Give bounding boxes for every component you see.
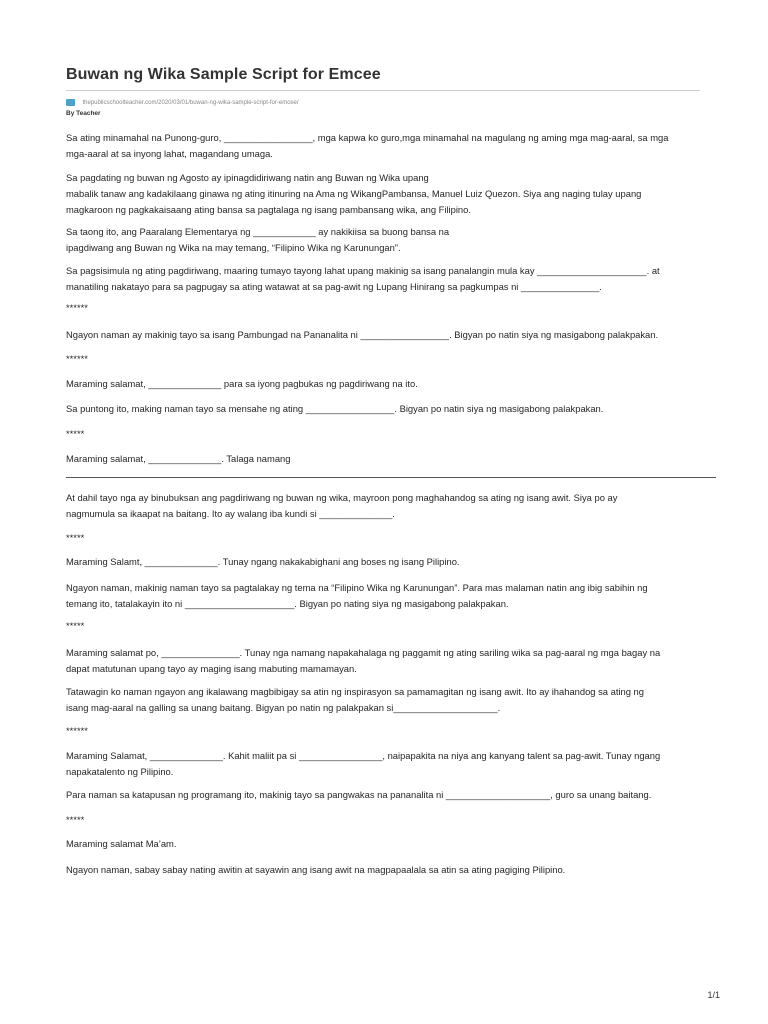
paragraph-line: Sa taong ito, ang Paaralang Elementarya ng ____________ ay nakikiisa sa buong bansa na [66,226,450,237]
paragraph-line: Maraming salamat Ma’am. [66,838,177,849]
paragraph-line: Para naman sa katapusan ng programang ito, makinig tayo sa pangwakas na pananalita ni ____________________, guro sa unang baitang. [66,789,652,800]
script-paragraph [66,451,706,467]
paragraph-line: Maraming salamat po, _______________. Tunay nga namang napakahalaga ng paggamit ng ating sariling wika sa pag-aaral ng mga bagay na [66,647,661,658]
script-paragraph [66,263,706,295]
paragraph-line: ****** [66,353,88,364]
paragraph-line: napakatalento ng Pilipino. [66,766,174,777]
paragraph-line: ipagdiwang ang Buwan ng Wika na may temang, “Filipino Wika ng Karunungan”. [66,242,401,253]
script-paragraph [66,787,706,803]
script-paragraph [66,748,706,780]
byline: By Teacher [66,110,101,117]
paragraph-line: Ngayon naman, sabay sabay nating awitin at sayawin ang isang awit na magpapaalala sa atin sa ating pagiging Pilipino. [66,864,566,875]
paragraph-line: Ngayon naman, makinig naman tayo sa pagtalakay ng tema na “Filipino Wika ng Karunungan”. Para mas malaman natin ang ibig sabihin ng [66,582,648,593]
separator-stars [66,300,706,316]
separator-stars [66,530,706,546]
paragraph-line: nagmumula sa ikaapat na baitang. Ito ay walang iba kundi si ______________. [66,508,395,519]
paragraph-line: Sa pagsisimula ng ating pagdiriwang, maaring tumayo tayong lahat upang makinig sa isang panalangin mula kay _____________________. at [66,265,660,276]
paragraph-line: Maraming Salamat, ______________. Kahit maliit pa si ________________, naipapakita na niya ang kanyang talent sa pag-awit. Tunay ngang [66,750,661,761]
source-url[interactable]: thepublicschoolteacher.com/2020/03/01/buwan-ng-wika-sample-script-for-emcee/ [82,99,299,106]
paragraph-line: Sa puntong ito, making naman tayo sa mensahe ng ating _________________. Bigyan po natin siya ng masigabong palakpakan. [66,403,604,414]
site-favicon-icon [66,99,75,106]
paragraph-line: Maraming salamat, ______________. Talaga namang [66,453,291,464]
paragraph-line: ****** [66,725,88,736]
script-paragraph [66,490,706,522]
paragraph-line: Ngayon naman ay makinig tayo sa isang Pambungad na Pananalita ni _________________. Bigyan po natin siya ng masigabong palakpakan. [66,329,659,340]
script-paragraph [66,224,706,256]
separator-stars [66,723,706,739]
paragraph-line: magkaroon ng pagkakaisaang ating bansa sa pagtalaga ng isang pambansang wika, ang Filipino. [66,204,471,215]
paragraph-line: mabalik tanaw ang kadakilaang ginawa ng ating itinuring na Ama ng WikangPambansa, Manuel Luiz Quezon. Siya ang naging tulay upang [66,188,642,199]
separator-stars [66,812,706,828]
paragraph-line: Maraming Salamt, ______________. Tunay ngang nakakabighani ang boses ng isang Pilipino. [66,556,460,567]
paragraph-line: dapat matutunan upang tayo ay maging isang mabuting mamamayan. [66,663,357,674]
source-url-row [66,94,299,104]
script-paragraph [66,327,706,343]
script-paragraph [66,684,706,716]
paragraph-line: Tatawagin ko naman ngayon ang ikalawang magbibigay sa atin ng inspirasyon sa pamamagitan ng isang awit. Ito ay ihahandog sa ating ng [66,686,644,697]
paragraph-line: ***** [66,814,85,825]
separator-stars [66,618,706,634]
paragraph-line: manatiling nakatayo para sa pagpugay sa ating watawat at sa pag-awit ng Lupang Hinirang sa pagkumpas ni _______________. [66,281,602,292]
script-paragraph [66,645,706,677]
paragraph-line: Maraming salamat, ______________ para sa iyong pagbukas ng pagdiriwang na ito. [66,378,418,389]
script-paragraph [66,554,706,570]
script-paragraph [66,862,706,878]
document-title: Buwan ng Wika Sample Script for Emcee [66,66,381,83]
separator-stars [66,351,706,367]
paragraph-line: ***** [66,532,85,543]
section-divider [66,477,716,478]
separator-stars [66,426,706,442]
paragraph-line: temang ito, tatalakayin ito ni _____________________. Bigyan po nating siya ng masigabong palakpakan. [66,598,509,609]
script-paragraph [66,170,706,218]
paragraph-line: isang mag-aaral na galling sa unang baitang. Bigyan po natin ng palakpakan si____________________. [66,702,501,713]
script-paragraph [66,836,706,852]
paragraph-line: At dahil tayo nga ay binubuksan ang pagdiriwang ng buwan ng wika, mayroon pong maghahandog sa ating ng isang awit. Siya po ay [66,492,618,503]
paragraph-line: ***** [66,620,85,631]
page-number: 1/1 [707,990,720,1000]
paragraph-line: Sa pagdating ng buwan ng Agosto ay ipinagdidiriwang natin ang Buwan ng Wika upang [66,172,429,183]
script-paragraph [66,376,706,392]
paragraph-line: mga-aaral at sa inyong lahat, magandang umaga. [66,148,273,159]
paragraph-line: ****** [66,302,88,313]
title-divider [66,90,700,91]
script-paragraph [66,130,706,162]
paragraph-line: Sa ating minamahal na Punong-guro, _________________, mga kapwa ko guro,mga minamahal na magulang ng aming mga mag-aaral, sa mga [66,132,669,143]
script-paragraph [66,401,706,417]
paragraph-line: ***** [66,428,85,439]
script-paragraph [66,580,706,612]
